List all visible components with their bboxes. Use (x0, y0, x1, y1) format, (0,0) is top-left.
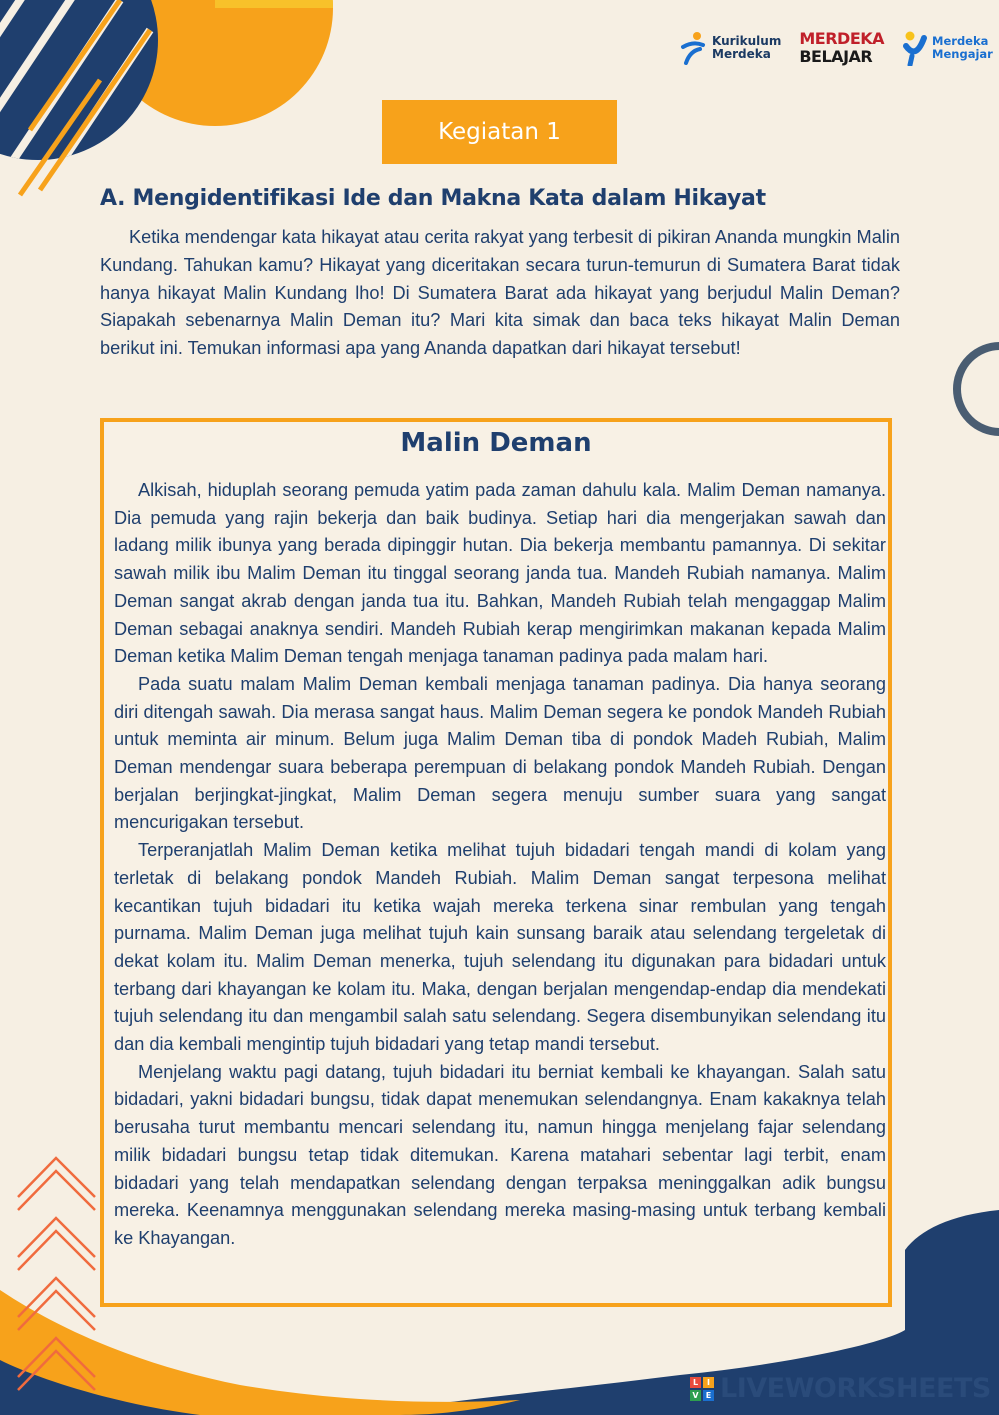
merdeka-mengajar-figure-icon (902, 30, 928, 66)
kurikulum-line-2: Merdeka (712, 47, 771, 61)
merdeka-belajar-line-2: BELAJAR (799, 47, 873, 66)
kurikulum-figure-icon (680, 31, 706, 65)
activity-badge: Kegiatan 1 (382, 100, 617, 164)
section-title: A. Mengidentifikasi Ide dan Makna Kata dalam Hikayat (100, 186, 766, 211)
kurikulum-merdeka-logo (680, 31, 781, 65)
logo-letter-i: I (703, 1377, 714, 1388)
kurikulum-line-1: Kurikulum (712, 34, 782, 48)
liveworksheets-logo-icon (690, 1377, 714, 1401)
liveworksheets-text: LIVEWORKSHEETS (720, 1373, 991, 1404)
story-paragraph: Terperanjatlah Malim Deman ketika melihat tujuh bidadari tengah mandi di kolam yang terletak di belakang pondok Mandeh Rubiah. Malim Deman sangat terpesona melihat kecantikan tujuh bidadari itu ketika wajah mereka terkena sinar rembulan yang tengah purnama. Malim Deman juga melihat tujuh kain sunsang baraik atau selendang tergeletak di dekat kolam itu. Malim Deman menerka, tujuh selendang itu digunakan para bidadari untuk terbang dari khayangan ke kolam itu. Maka, dengan berjalan mengendap-endap dia mendekati tujuh selendang itu dan mengambil salah satu selendang. Segera disembunyikan selendang itu dan dia kembali mengintip tujuh bidadari yang tetap mandi tersebut. (114, 840, 886, 1055)
logo-letter-l: L (690, 1377, 701, 1388)
story-body (114, 477, 886, 1253)
story-paragraph: Pada suatu malam Malim Deman kembali menjaga tanaman padinya. Dia hanya seorang diri ditengah sawah. Dia merasa sangat haus. Malim Deman segera ke pondok Mandeh Rubiah untuk meminta air minum. Belum juga Malim Deman tiba di pondok Madeh Rubiah, Malim Deman mendengar suara beberapa perempuan di belakang pondok Mandeh Rubiah. Dengan berjalan berjingkat-jingkat, Malim Deman segera menuju sumber suara yang sangat mencurigakan tersebut. (114, 673, 886, 833)
merdeka-belajar-line-1: MERDEKA (799, 29, 885, 48)
header-logos (680, 26, 993, 70)
story-title: Malin Deman (400, 428, 592, 458)
logo-letter-v: V (690, 1390, 701, 1401)
logo-letter-e: E (703, 1390, 714, 1401)
story-paragraph: Menjelang waktu pagi datang, tujuh bidadari itu berniat kembali ke khayangan. Salah satu bidadari, yakni bidadari bungsu, tidak dapat menemukan selendangnya. Enam kakaknya telah berusaha turut membantu mencari selendang itu, namun hingga menjelang fajar selendang milik bidadari bungsu tetap tidak ditemukan. Karena matahari sebentar lagi terbit, enam bidadari yang telah mendapatkan selendang dengan terpaksa meninggalkan adik bungsu mereka. Keenamnya menggunakan selendang mereka masing-masing untuk terbang kembali ke Khayangan. (114, 1061, 886, 1248)
merdeka-mengajar-line-1: Merdeka (932, 34, 989, 48)
liveworksheets-watermark (690, 1373, 991, 1404)
merdeka-mengajar-line-2: Mengajar (932, 47, 993, 61)
merdeka-belajar-logo (799, 30, 884, 66)
story-paragraph: Alkisah, hiduplah seorang pemuda yatim pada zaman dahulu kala. Malim Deman namanya. Dia pemuda yang rajin bekerja dan baik budinya. Setiap hari dia mengerjakan sawah dan ladang milik ibunya yang berada dipinggir hutan. Dia bekerja membantu pamannya. Di sekitar sawah milik ibu Malim Deman itu tinggal seorang janda tua. Mandeh Rubiah namanya. Malim Deman sangat akrab dengan janda tua itu. Bahkan, Mandeh Rubiah telah mengaggap Malim Deman sebagai anaknya sendiri. Mandeh Rubiah kerap mengirimkan makanan kepada Malim Deman ketika Malim Deman tengah menjaga tanaman padinya pada malam hari. (114, 480, 886, 667)
merdeka-mengajar-logo (902, 30, 993, 66)
intro-paragraph: Ketika mendengar kata hikayat atau cerita rakyat yang terbesit di pikiran Ananda mungkin Malin Kundang. Tahukan kamu? Hikayat yang diceritakan secara turun-temurun di Sumatera Barat tidak hanya hikayat Malin Kundang lho! Di Sumatera Barat ada hikayat yang berjudul Malin Deman? Siapakah sebenarnya Malin Deman itu? Mari kita simak dan baca teks hikayat Malin Deman berikut ini. Temukan informasi apa yang Ananda dapatkan dari hikayat tersebut! (100, 227, 900, 359)
story-box (100, 418, 892, 1307)
right-ring (957, 346, 999, 432)
